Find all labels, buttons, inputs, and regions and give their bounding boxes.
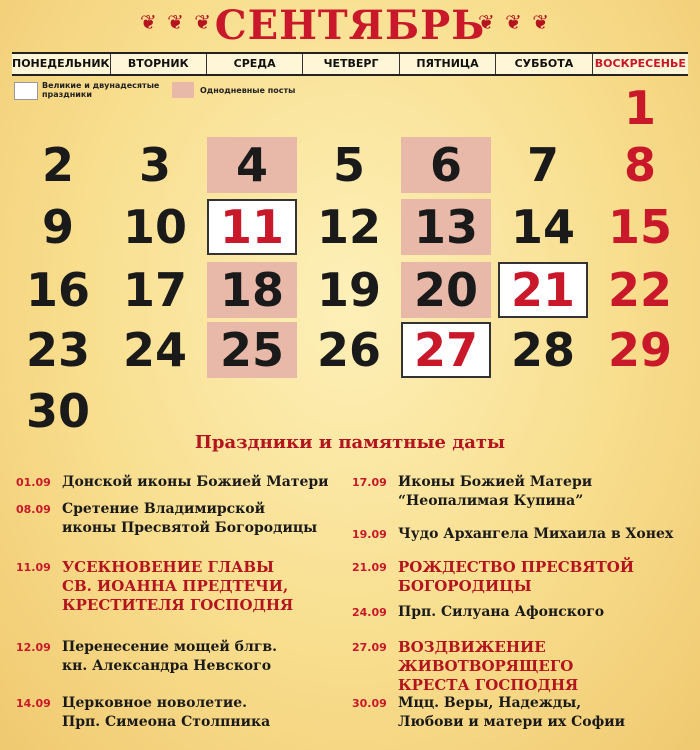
calendar-day-9: 9 — [41, 200, 74, 254]
calendar-day-23: 23 — [25, 323, 90, 377]
holiday-name-line: КРЕСТА ГОСПОДНЯ — [398, 676, 579, 694]
calendar-day-24: 24 — [122, 323, 187, 377]
holiday-name — [62, 694, 352, 732]
calendar-day-25: 25 — [207, 322, 297, 378]
calendar-day-11: 11 — [207, 199, 297, 255]
holiday-name-line: ВОЗДВИЖЕНИЕ ЖИВОТВОРЯЩЕГО — [398, 638, 574, 675]
calendar-day-15: 15 — [607, 200, 672, 254]
weekday-header-row — [12, 52, 688, 76]
weekday-saturday: СУББОТА — [495, 54, 591, 74]
calendar-day-4: 4 — [207, 137, 297, 193]
holiday-name — [62, 500, 352, 538]
holiday-name-line: Сретение Владимирской — [62, 501, 266, 517]
legend-great-swatch — [14, 82, 38, 100]
holiday-name-line: “Неопалимая Купина” — [398, 493, 584, 509]
holiday-date: 27.09 — [352, 641, 387, 654]
holiday-name-line: Иконы Божией Матери — [398, 474, 593, 490]
holiday-date: 21.09 — [352, 561, 387, 574]
holiday-name-line: Мцц. Веры, Надежды, — [398, 695, 582, 711]
holiday-name-line: Церковное новолетие. — [62, 695, 248, 711]
holiday-date: 17.09 — [352, 476, 387, 489]
holiday-name-line: Чудо Архангела Михаила в Хонех — [398, 526, 674, 542]
holiday-name-line: РОЖДЕСТВО ПРЕСВЯТОЙ — [398, 558, 634, 576]
calendar-day-7: 7 — [526, 138, 559, 192]
calendar-day-6: 6 — [401, 137, 491, 193]
holiday-name — [398, 694, 688, 732]
calendar-header — [0, 0, 700, 50]
holiday-name — [398, 558, 688, 596]
legend-fast-label: Однодневные посты — [200, 86, 296, 95]
holiday-date: 01.09 — [16, 476, 51, 489]
calendar-day-3: 3 — [138, 138, 171, 192]
holiday-name — [62, 558, 352, 615]
calendar-day-19: 19 — [316, 263, 381, 317]
holiday-name-line: иконы Пресвятой Богородицы — [62, 520, 318, 536]
weekday-monday: ПОНЕДЕЛЬНИК — [12, 57, 110, 70]
calendar-day-16: 16 — [25, 263, 90, 317]
holiday-date: 19.09 — [352, 528, 387, 541]
holiday-name — [62, 638, 352, 676]
holiday-date: 30.09 — [352, 697, 387, 710]
holiday-date: 08.09 — [16, 503, 51, 516]
holiday-date: 11.09 — [16, 561, 51, 574]
weekday-friday: ПЯТНИЦА — [399, 54, 495, 74]
holiday-name-line: Перенесение мощей блгв. — [62, 639, 278, 655]
holiday-name-line: Прп. Силуана Афонского — [398, 604, 605, 620]
holiday-name — [398, 638, 688, 695]
month-title: СЕНТЯБРЬ — [214, 2, 486, 49]
holiday-name-line: БОГОРОДИЦЫ — [398, 577, 532, 595]
holiday-name-line: Любови и матери их Софии — [398, 714, 625, 730]
calendar-day-29: 29 — [607, 323, 672, 377]
holiday-name-line: Прп. Симеона Столпника — [62, 714, 271, 730]
weekday-tuesday: ВТОРНИК — [110, 54, 206, 74]
legend-fast-swatch — [172, 82, 194, 98]
calendar-day-10: 10 — [122, 200, 187, 254]
holiday-name — [62, 473, 352, 492]
calendar-day-30: 30 — [25, 384, 90, 438]
weekday-wednesday: СРЕДА — [206, 54, 302, 74]
holidays-title: Праздники и памятные даты — [194, 432, 506, 453]
holiday-name-line: УСЕКНОВЕНИЕ ГЛАВЫ — [62, 558, 275, 576]
calendar-day-8: 8 — [623, 138, 656, 192]
calendar-day-2: 2 — [41, 138, 74, 192]
holiday-name-line: Донской иконы Божией Матери — [62, 474, 329, 490]
calendar-day-21: 21 — [498, 262, 588, 318]
ornament-left-icon: ❦ ❦ ❦ — [140, 10, 213, 34]
calendar-day-28: 28 — [510, 323, 575, 377]
weekday-sunday: ВОСКРЕСЕНЬЕ — [592, 54, 688, 74]
holiday-name — [398, 473, 688, 511]
holiday-name — [398, 525, 688, 544]
holiday-name-line: КРЕСТИТЕЛЯ ГОСПОДНЯ — [62, 596, 294, 614]
holiday-date: 24.09 — [352, 606, 387, 619]
calendar-day-13: 13 — [401, 199, 491, 255]
calendar-day-18: 18 — [207, 262, 297, 318]
holiday-name-line: кн. Александра Невского — [62, 658, 272, 674]
holiday-name-line: СВ. ИОАННА ПРЕДТЕЧИ, — [62, 577, 289, 595]
holiday-date: 14.09 — [16, 697, 51, 710]
calendar-day-14: 14 — [510, 200, 575, 254]
calendar-day-5: 5 — [332, 138, 365, 192]
holiday-date: 12.09 — [16, 641, 51, 654]
holiday-name — [398, 603, 688, 622]
calendar-day-17: 17 — [122, 263, 187, 317]
calendar-day-20: 20 — [401, 262, 491, 318]
calendar-day-22: 22 — [607, 263, 672, 317]
calendar-day-1: 1 — [623, 81, 656, 135]
legend-great-label: Великие и двунадесятые праздники — [42, 81, 160, 99]
ornament-right-icon: ❦ ❦ ❦ — [478, 10, 551, 34]
calendar-day-26: 26 — [316, 323, 381, 377]
calendar-day-27: 27 — [401, 322, 491, 378]
calendar-day-12: 12 — [316, 200, 381, 254]
weekday-thursday: ЧЕТВЕРГ — [302, 54, 398, 74]
